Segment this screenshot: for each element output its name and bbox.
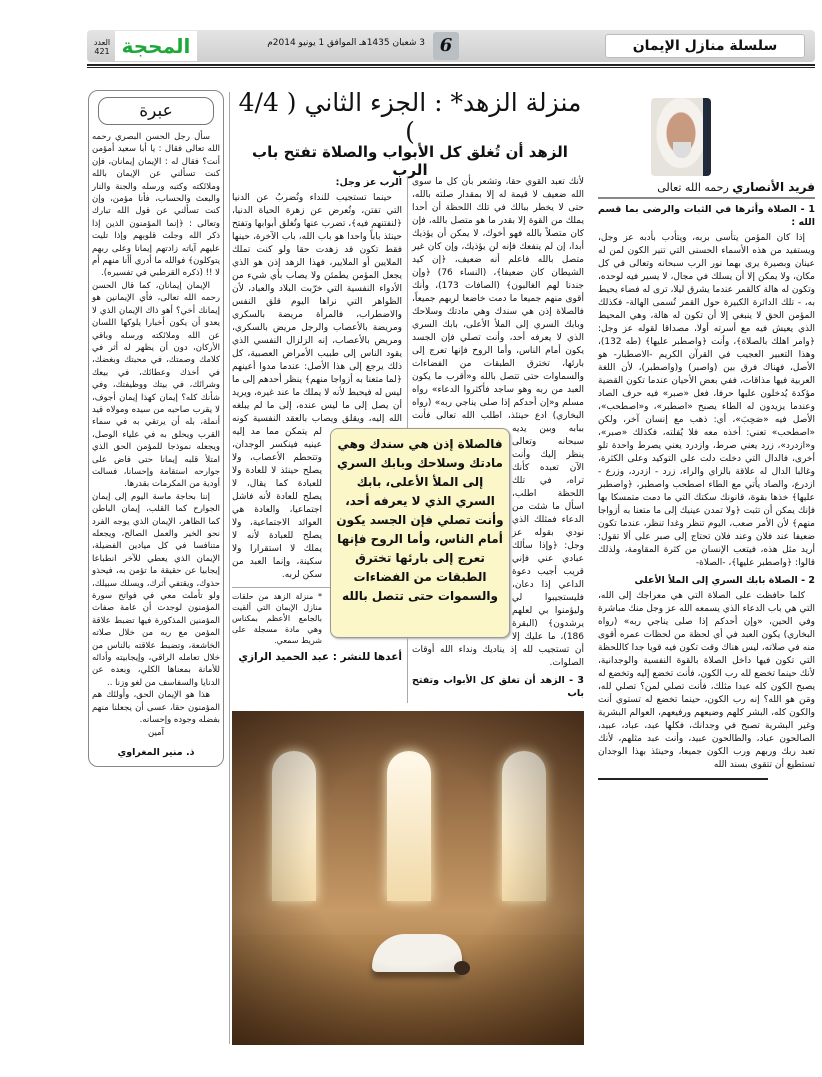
- column-divider: [229, 92, 230, 1044]
- sidebar-box: [88, 90, 224, 767]
- footnote: * منزلة الزهد من حلقات منازل الإيمان التي ألقيت بالجامع الأعظم بمكناس وهي مادة مسجلة على شريط سمعي.: [232, 587, 402, 646]
- sidebar-signature: ذ. منير المغراوي: [117, 746, 195, 758]
- sidebar-paragraph: آمين: [148, 727, 164, 738]
- section-heading: 2 - الصلاة بابك السري إلى الملأ الأعلى: [634, 575, 815, 586]
- paragraph: لأنك تعبد القوي حقا، وتشعر بأن كل ما سوى الله ضعيف لا قيمة له إلا بمقدار صلته بالله، حتى لا يخطر ببالك في تلك اللحظة أن أحدا يملك من القوة إلا بقدر ما هو متصل بالله، فإن كان متصلاً بالله فهو أخوك، لا يمكن أن يؤذيك أبدا، إن لم ينفعك فإنه لن يؤذيك، وإن كان غير متصل بالله فاعلم أنه ضعيف، ﴿إن كيد الشيطان كان ضعيفا﴾، (النساء 76) ﴿وإن جندنا لهم الغالبون﴾ (الصافات 173)، وأنك أقوى منهم جميعا ما دمت خاضعا لربهم جميعاً، فالصلاة إذن هي سندك وهي مادتك وسلاحك وبابك السري إلى الملأ الأعلى، بابك السري الذي لا يعرفه أحد، وأنت تصلي فإن الجسد يكون أمام الناس، وأما الروح فإنها تعرج إلى بارئها، تخترق الطبقات من الفضاءات والسماوات حتى تتصل بالله و«أقرب ما يكون العبد من ربه وهو ساجد فأكثروا الدعاء» رواه مسلم و«إن أحدكم إذا صلى يناجي ربه» (رواه البخاري) ادع حينئذ، اطلب الله تعالى فأنت ببابه وبين يديه سبحانه وتعالى ينظر إليك وأنت الآن تعبده كأنك تراه، في تلك اللحظة اطلب، اسأل ما شئت من الدعاء فمثلك الذي نودي بقوله عز وجل: ﴿وإذا سألك عبادي عني فإني قريب أجيب دعوة الداعي إذا دعان، فليستجيبوا لي وليؤمنوا بي لعلهم يرشدون﴾ (البقرة 186)، ما عليك إلا أن تستجيب لله إذ يناديك ونداء الله أوقات الصلوات.: [412, 177, 584, 668]
- sidebar-title: عبرة: [98, 97, 214, 125]
- author-name: فريد الأنصاري: [732, 180, 815, 194]
- author-byline: [598, 180, 815, 199]
- sidebar-paragraph: سأل رجل الحسن البصري رحمه الله تعالى فقال : يا أبا سعيد أمؤمن أنت؟ فقال له : الإيمان إيمانان، فإن كنت تسألني عن الإيمان بالله وملائكته وكتبه ورسله والجنة والنار والبعث والحساب، فأنا مؤمن، وإن كنت تسألني عن قول الله تبارك وتعالى : ﴿إنما المؤمنون الذين إذا ذكر الله وجلت قلوبهم وإذا تليت عليهم آياته زادتهم إيمانا وعلى ربهم يتوكلون﴾ فوالله ما أدري أأنا منهم أم لا !! (ذكره القرطبي في تفسيره).: [92, 132, 220, 279]
- page-number: 6: [433, 32, 459, 60]
- prayer-photo: [232, 711, 584, 1045]
- issue-number: العدد 421: [93, 38, 111, 56]
- article-title: منزلة الزهد* : الجزء الثاني ( 4/4 ): [238, 88, 582, 146]
- section-heading: 1 - الصلاة وأثرها في الثبات والرضى بما قسم الله :: [598, 204, 815, 228]
- article-column-right-wrap: [598, 180, 815, 780]
- series-title: سلسلة منازل الإيمان: [605, 34, 805, 58]
- magazine-logo: المحجة: [115, 31, 197, 61]
- pull-quote: فالصلاة إذن هي سندك وهي مادتك وسلاحك وبابك السري إلى الملأ الأعلى، بابك السري الذي لا يعرفه أحد، وأنت تصلي فإن الجسد يكون أمام الناس، وأما الروح فإنها تعرج إلى بارئها تخترق الطبقات من الفضاءات والسموات حتى تتصل بالله: [330, 428, 510, 638]
- article-columns: [232, 176, 584, 703]
- article-column-right: [598, 203, 815, 772]
- section-heading: 3 - الزهد أن تغلق كل الأبواب وتفتح باب: [412, 675, 584, 699]
- editor-credit: أعدها للنشر : عبد الحميد الرازي: [238, 651, 402, 663]
- author-suffix: رحمه الله تعالى: [657, 181, 729, 194]
- paragraph: إذا كان المؤمن يتأسى بربه، ويتأدب بأدبه عز وجل، ويستفيد من هذه الأسماء الحسنى التي تنير الكون لمن له عينان وبصيرة يرى بهما نور الرب سبحانه وتعالى في كل مكان، ولا يمكن إلا أن يسلك في مجال، لا يسير فيه لوحده، وتكون له هالة كالقمر عندما يشرق ليلا، ترى له فضاء يحيط به، - تلك الدائرة الكبيرة حول القمر تُسمى الهالة- فكذلك المؤمن الحق لا ينبغي إلا أن تكون له هالة، وهي المحيط الذي يعيش فيه مع أسرته أولا، مصداقا لقوله عز وجل:﴿وامر اهلك بالصلاة﴾، وأنت ﴿واصطبر عليها﴾ (طه 132)، وهذا التعبير العجيب في القرآن الكريم -الاصطبار- هو الأصل، فهناك فرق بين (واصبر) و(واصطبر)، لأن اللغة العربية فيها مذاقات، ففي بعض الأحيان عندما تكون القضية مؤكدة يُدخلون عليها حرفا، فعل «صبر» فيه حرف الصاد وعندما يزيدون له الطاء يصبح «اصطبر»، و«اصطحب»، الأصل فيه «صَحِبَ»، أي: ذهب مع إنسان آخر، ولكن «اصطحب» تعني: أخذه معه فلا يُفلته، فكذلك «صبر»، و«ازدرد»، زرد يعني صرط، وازدرد يعني يصرط واحدة تلو أخرى، فالدال التي دخلت دلت على التوكيد وعلى الكثرة، وغالبا الدال له علاقة بالزاي والراء، زرد - ازدرد، وزرع - ازدرع، والصاد يأتي مع الطاء اصطحب واصطبر، ﴿واصطبر عليها﴾ خذها بقوة، قانونك سكتك التي ما دمت متمسكا بها فإنك يمكن أن تثبت ﴿ولا تمدن عينيك إلى ما متعنا به أزواجا منهم﴾ لأن الأمر صعب، اليوم تنظر وغدا تنظر، عندما تكون ضعيفا عند فلان وعند فلان تحتاج إلى صبر على ألا تقول: أريد مثل هذه، فيتعب الإنسان من كثرة المقاومة، ولذلك قالوا: ﴿واصطبر عليها﴾، -الصلاة-: [598, 233, 815, 568]
- sidebar-text: [92, 131, 220, 739]
- article-middle-area: [232, 176, 584, 1045]
- paragraph: حينما تستجيب للنداء وتُضربُ عن الدنيا التي تفتن، وتُعرض عن زهرة الحياة الدنيا، ﴿لنفتنهم فيه﴾، تضرب عنها وتُغلق أبوابها وتفتح حينئذ باباً واحدا هو باب الله، باب الآخرة، حينها فقط تكون قد زهدت حقا ولو كنت تملك الملايين أو الملايير، فهذا الزهد إذن هو الذي يجعل المؤمن يطمئن ولا يصاب بأي شيء من الأدواء النفسية التي خرّبت البلاد والعباد، لأن الظواهر التي نراها اليوم قلق النفس والاضطراب، فالمرأة مريضة بالسكري ومريضة بالأعصاب والرجل مريض بالسكري، ومريض بالأعصاب، إنه الزلزال النفسي الذي يقود الناس إلى طبيب الأمراض العصبية، كل ذلك يرجع إلى هذا الأصل: عندما مدوا أعينهم ﴿لما متعنا به أزواجا منهم﴾ ينظر أحدهم إلى ما ليس له فيحبط لأنه لا يملك ما عند غيره، ويريد أن يصل إلى ما ليس عنده، إلى ما لم يبلغه الله إليه، ويقلق ويصاب بالعقد النفسية كونه لم يتمكن مما مد إليه عينيه فينكسر الوجدان، وتتحطم الأعصاب، ولا يصلح حينئذ لا للعادة ولا للعبادة كما يقال، لا يصلح للعادة لأنه فاشل اجتماعيا، والعادة هي العوائد الاجتماعية، ولا يصلح للعبادة لأنه لا يملك لا استقرارا ولا سكينة، وإنما العبد من سكن لربه.: [232, 193, 402, 580]
- sidebar-paragraph: هذا هو الإيمان الحق، وأولئك هم المؤمنون حقا، عسى أن يجعلنا منهم بفضله وجوده وإحسانه.: [92, 690, 220, 726]
- sidebar-paragraph: إننا بحاجة ماسة اليوم إلى إيمان الجوارح كما القلب، إيمان الباطن كما الظاهر، الإيمان الذي يوجه الفرد نحو الخير والعمل الصالح، ويجعله متنافسا في كل ميادين الفضيلة، الإيمان الذي يعطي للآخر انطباعا إيجابيا عن حقيقة ما تؤمن به، فيحذو حذوك، ويقتفي أثرك، ويسلك سبيلك، ولو تأملت معي في فواتح سورة المؤمنون لوجدت أن عامة صفات المؤمنين المذكورة فيها تضبط علاقة المؤمن مع ربه من خلال صلاته الخاشعة، وتضبط علاقته بالناس من خلال تعامله الراقي، وإيجابيته وأدائه للأمانة بمعناها الكلي، وبعده عن الدنايا والسفاسف من لغو وزنا ..: [92, 491, 220, 688]
- paragraph: كلما حافظت على الصلاة التي هي معراجك إلى الله، التي هي باب الدعاء الذي يسمعه الله عز وجل منك مباشرة وفي الحين، «وإن أحدكم إذا صلى يناجي ربه» (رواه البخاري) يكون العبد في أي لحظة من لحظات عمره أقوى منه في صلاته، ليس هناك وقت تكون فيه قويا جدا كاللحظة التي تكون فيها داخل الصلاة بالقوة النفسية والوجدانية، لأنك حينما تخضع لله رب الكون، فأنت تخضع إليه وتخضع له يصبح الكون كله عبدا مثلك، فأنت تصلي لمن؟ تصلي لله، ومَن هو الله؟ إنه رب الكون، حينما تخضع له تستوي أنت والكون كله، البشر كلهم وضيعهم ورفيعهم، العوالم البشرية وغير البشرية تصبح في وجدانك، فكلها عبد، عباد، عبيد، الصالحون عباد، والطالحون عبيد، وأنت عبد مثلهم، لأنك تعبد ربك وربهم ورب الكون جميعا، وحينئذ بهذا الوجدان تستطيع أن تتقوى بسند الله: [598, 591, 815, 770]
- section-lead: الرب عز وجل:: [335, 177, 402, 188]
- column-end-rule: [598, 778, 768, 780]
- header-divider: [87, 64, 815, 68]
- issue-date: 3 شعبان 1435هـ الموافق 1 يونيو 2014م: [267, 38, 425, 48]
- author-photo: [651, 98, 711, 176]
- article-subtitle: الزهد أن تُغلق كل الأبواب والصلاة تفتح باب الرب: [252, 143, 568, 179]
- sidebar-paragraph: الإيمان إيمانان، كما قال الحسن رحمه الله تعالى، فأي الإيمانين هو إيمانك أخي؟ أهو ذاك الإيمان الذي لا يعدو أن يكون أخبارا يلوكها اللسان عن الله وملائكته ورسله وباقي الأركان، دون أن يظهر له أثر في كلامك وصمتك، في محبتك وبغضك، في أخذك وعطائك، في بيعك وشرائك، في بيتك ووظيفتك، وفي شأنك كله؟ إيمان كهذا إيمان أجوف، لا يقرب صاحبه من سيده ومولاه قيد أنملة، بله أن يرتقي به في سماء القرب ويحلق به في علياء الوصل، ويجعله نموذجا للمؤمن الحق الذي امتلأ قلبه إيمانا حتى فاض على جوارحه استقامة وإحسانا، فسالت أودية من المكرمات بقدرها.: [92, 280, 220, 490]
